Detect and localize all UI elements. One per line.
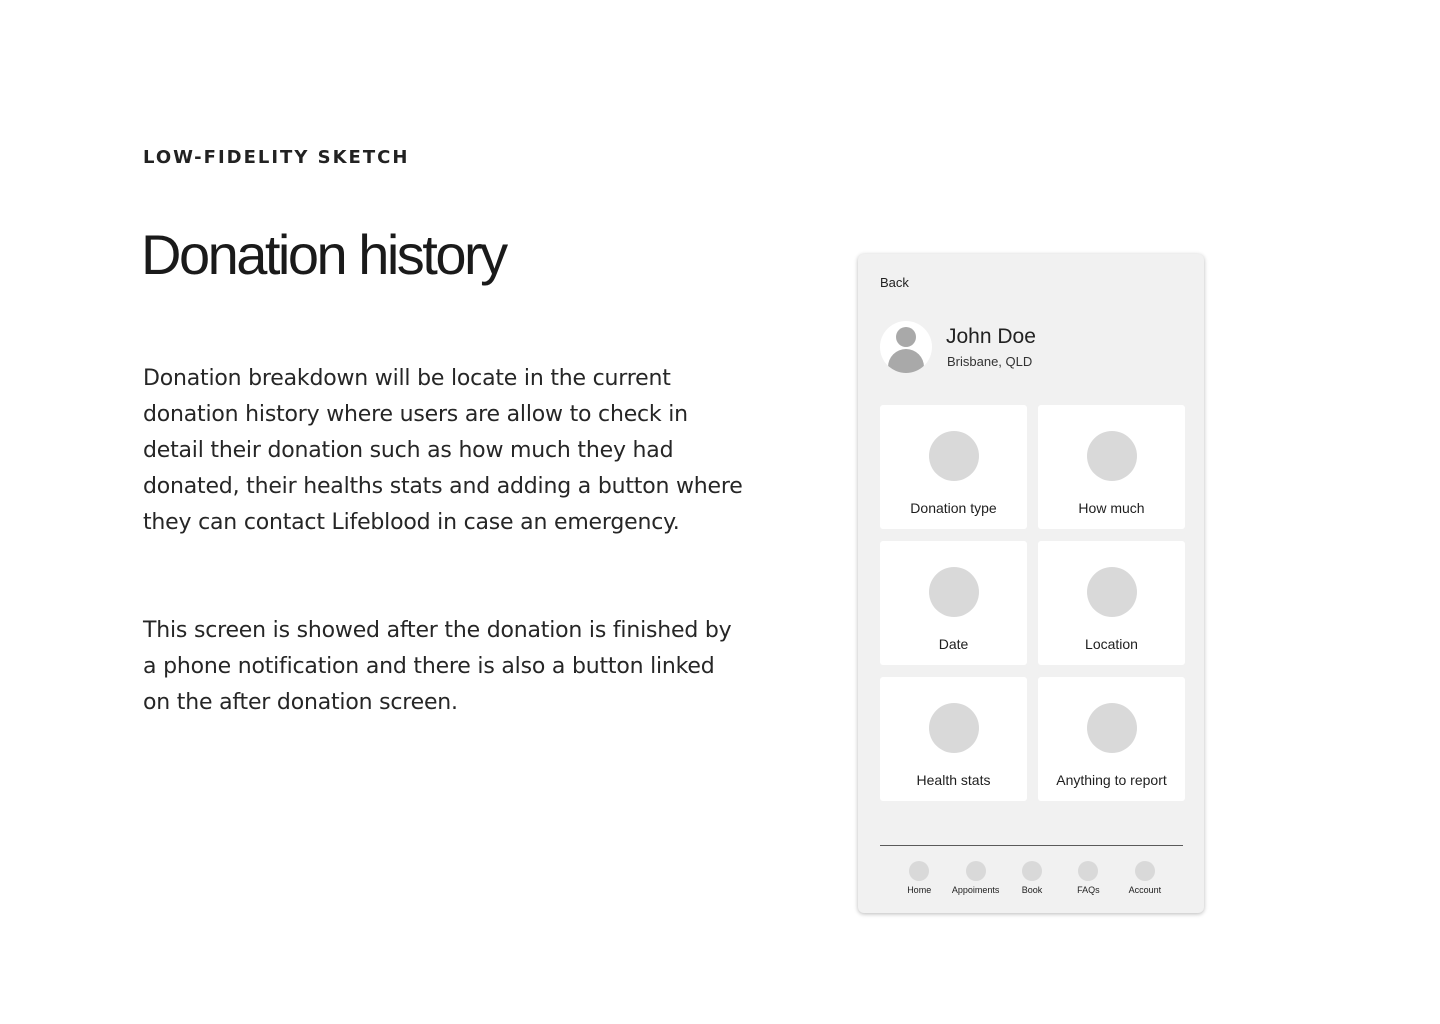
back-link[interactable]: Back: [880, 275, 909, 290]
avatar: [880, 321, 932, 373]
placeholder-icon: [1087, 567, 1137, 617]
user-name: John Doe: [946, 325, 1036, 348]
faqs-icon: [1078, 861, 1098, 881]
nav-item-faqs[interactable]: [1060, 861, 1116, 895]
card-health-stats[interactable]: [880, 677, 1027, 801]
bottom-nav: [891, 861, 1173, 895]
appointments-icon: [966, 861, 986, 881]
nav-label: Home: [907, 885, 932, 895]
home-icon: [909, 861, 929, 881]
nav-item-appointments[interactable]: [947, 861, 1003, 895]
book-icon: [1022, 861, 1042, 881]
nav-label: Appoiments: [951, 885, 1000, 895]
phone-mockup: [858, 254, 1204, 913]
placeholder-icon: [929, 567, 979, 617]
nav-item-book[interactable]: [1004, 861, 1060, 895]
card-label: Anything to report: [1056, 772, 1167, 788]
description-paragraph-1: Donation breakdown will be locate in the current donation history where users are allow to check in detail their donation such as how much they had donated, their healths stats and adding a button where they can contact Lifeblood in case an emergency.: [143, 366, 743, 535]
card-label: How much: [1078, 500, 1145, 516]
page-title: Donation history: [141, 223, 506, 286]
card-label: Location: [1085, 636, 1138, 652]
card-location[interactable]: [1038, 541, 1185, 665]
placeholder-icon: [1087, 703, 1137, 753]
card-label: Date: [938, 636, 969, 652]
nav-label: Account: [1128, 885, 1162, 895]
nav-divider: [880, 845, 1183, 846]
details-grid: [880, 405, 1186, 801]
card-label: Health stats: [916, 772, 991, 788]
section-eyebrow: LOW-FIDELITY SKETCH: [143, 147, 410, 168]
card-date[interactable]: [880, 541, 1027, 665]
nav-label: Book: [1021, 885, 1043, 895]
card-label: Donation type: [910, 500, 997, 516]
placeholder-icon: [929, 703, 979, 753]
nav-item-home[interactable]: [891, 861, 947, 895]
user-location: Brisbane, QLD: [947, 354, 1033, 369]
placeholder-icon: [1087, 431, 1137, 481]
account-icon: [1135, 861, 1155, 881]
card-anything-to-report[interactable]: [1038, 677, 1185, 801]
card-donation-type[interactable]: [880, 405, 1027, 529]
nav-label: FAQs: [1077, 885, 1100, 895]
description-paragraph-2: This screen is showed after the donation is finished by a phone notification and there is also a button linked on the after donation screen.: [143, 618, 732, 715]
card-how-much[interactable]: [1038, 405, 1185, 529]
placeholder-icon: [929, 431, 979, 481]
user-icon: [896, 327, 916, 347]
nav-item-account[interactable]: [1117, 861, 1173, 895]
